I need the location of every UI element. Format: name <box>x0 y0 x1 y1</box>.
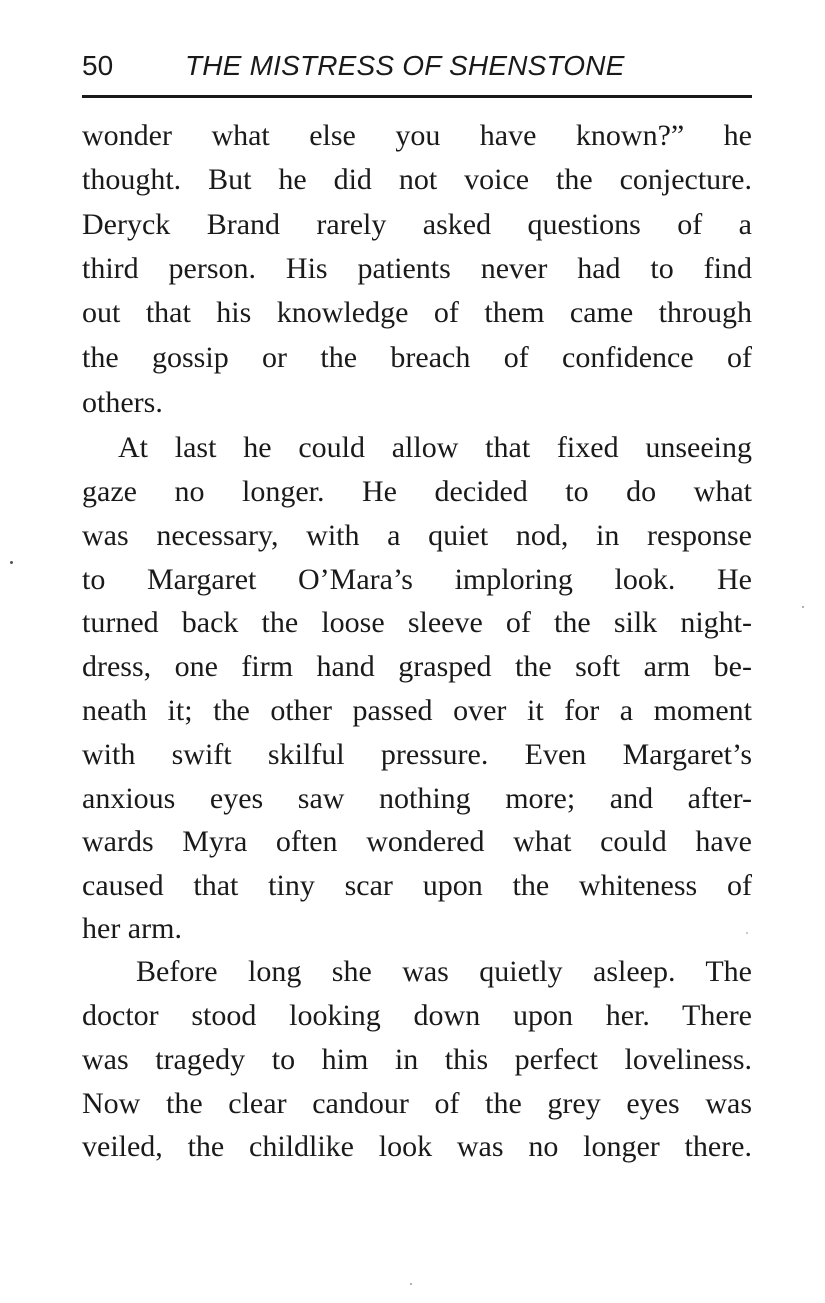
scan-speck <box>802 606 804 608</box>
text-line: anxious eyes saw nothing more; and after- <box>82 782 752 815</box>
scan-speck <box>746 932 748 934</box>
scan-speck <box>10 561 13 564</box>
text-line: third person. His patients never had to find <box>82 252 752 285</box>
text-line: out that his knowledge of them came through <box>82 296 752 329</box>
text-line: caused that tiny scar upon the whiteness of <box>82 869 752 902</box>
book-title: THE MISTRESS OF SHENSTONE <box>185 50 625 81</box>
text-line: the gossip or the breach of confidence of <box>82 341 752 374</box>
text-line: with swift skilful pressure. Even Margaret’s <box>82 738 752 771</box>
text-line: to Margaret O’Mara’s imploring look. He <box>82 563 752 596</box>
text-line: veiled, the childlike look was no longer there. <box>82 1130 752 1163</box>
running-head <box>82 44 752 88</box>
text-line: neath it; the other passed over it for a moment <box>82 694 752 727</box>
text-line: others. <box>82 386 163 419</box>
text-line: turned back the loose sleeve of the silk night- <box>82 606 752 639</box>
page-number: 50 <box>82 50 114 81</box>
header-rule <box>82 95 752 98</box>
scan-speck <box>410 1283 412 1285</box>
text-line: her arm. <box>82 912 182 945</box>
text-line: gaze no longer. He decided to do what <box>82 475 752 508</box>
text-line: dress, one firm hand grasped the soft arm be- <box>82 650 752 683</box>
text-line: thought. But he did not voice the conjecture. <box>82 163 752 196</box>
text-line: was necessary, with a quiet nod, in response <box>82 519 752 552</box>
text-line: was tragedy to him in this perfect loveliness. <box>82 1043 752 1076</box>
text-line: Now the clear candour of the grey eyes was <box>82 1087 752 1120</box>
text-line: wards Myra often wondered what could have <box>82 825 752 858</box>
text-line: At last he could allow that fixed unseeing <box>118 431 752 464</box>
text-line: wonder what else you have known?” he <box>82 119 752 152</box>
text-line: doctor stood looking down upon her. There <box>82 999 752 1032</box>
text-line: Deryck Brand rarely asked questions of a <box>82 208 752 241</box>
text-line: Before long she was quietly asleep. The <box>136 955 752 988</box>
